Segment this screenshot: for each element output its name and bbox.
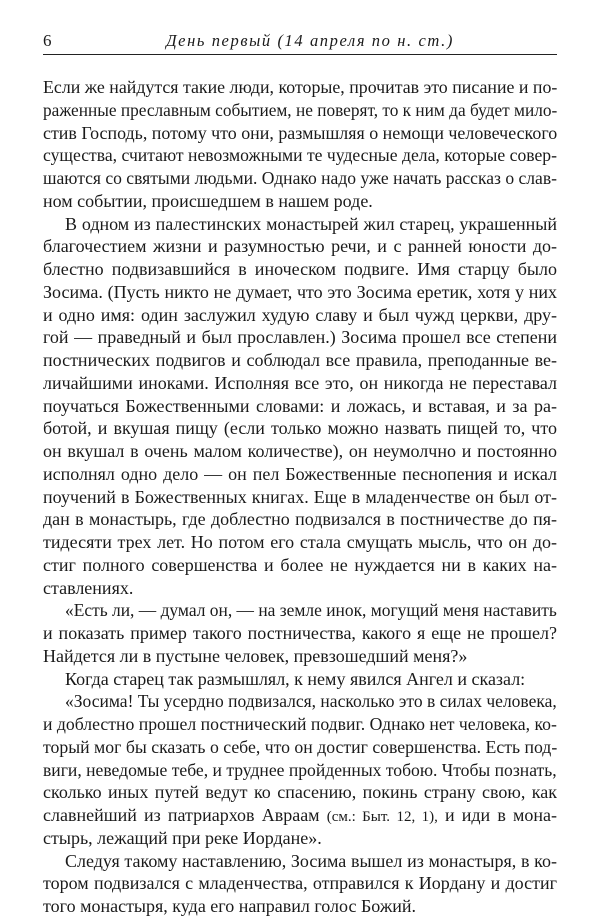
book-page	[43, 0, 558, 916]
text-line: он вкушал в очень малом количестве), он неумолчно и постоянно	[43, 441, 557, 461]
text-line: стиг полного совершенства и более не нуждается ни в каких на-	[43, 554, 557, 575]
text-line: раженные преславным событием, не поверят, то к ним да будет мило-	[43, 99, 558, 120]
body-text	[43, 76, 557, 918]
text-line: ботой, и вкушая пищу (если только можно назвать пищей то, что	[43, 418, 557, 439]
text-line: дан в монастырь, где доблестно подвизался в постничестве до пя-	[43, 509, 557, 530]
text-line: блестно подвизавшийся в иноческом подвиге. Имя старцу было	[43, 259, 557, 279]
text-line: благочестием жизни и разумностью речи, и с ранней юности до-	[43, 236, 557, 257]
text-line: славнейший из патриархов Авраам (см.: Быт. 12, 1), и иди в мона-	[43, 805, 557, 825]
text-line: стырь, лежащий при реке Иордане».	[43, 827, 322, 848]
bible-reference: (см.: Быт. 12, 1),	[326, 809, 438, 825]
page-header	[43, 30, 557, 55]
text-line: Когда старец так размышлял, к нему явился Ангел и сказал:	[65, 668, 526, 689]
text-line: гой — праведный и был прославлен.) Зосима прошел все степени	[43, 327, 557, 348]
text-line: ставлениях.	[43, 577, 134, 598]
text-line: шаются со святыми людьми. Однако надо уже начать рассказ о слав-	[43, 168, 557, 188]
text-line: поучаться Божественными словами: и ложась, и вставая, и за ра-	[43, 395, 557, 416]
text-line: и доблестно прошел постнический подвиг. Однако нет человека, ко-	[43, 714, 557, 734]
text-line: Следуя такому наставлению, Зосима вышел из монастыря, в ко-	[65, 850, 557, 871]
text-line: Если же найдутся такие люди, которые, прочитав это писание и по-	[43, 77, 558, 97]
text-line: исполнял одно дело — он пел Божественные песнопения и искал	[43, 463, 557, 484]
text-line: В одном из палестинских монастырей жил старец, украшенный	[65, 213, 557, 234]
text-line: того монастыря, куда его направил голос Божий.	[43, 896, 417, 916]
text-line: поучений в Божественных книгах. Еще в младенчестве он был от-	[43, 486, 557, 507]
running-title: День первый (14 апреля по н. ст.)	[166, 31, 454, 50]
text-line: стив Господь, потому что они, размышляя о немощи человеческого	[43, 122, 558, 143]
text-line: «Зосима! Ты усердно подвизался, насколько это в силах человека,	[65, 691, 557, 712]
text-line: тором подвизался с младенчества, отправился к Иордану и достиг	[43, 873, 557, 894]
text-line: личайшими иноками. Исполняя все это, он никогда не переставал	[43, 372, 557, 393]
page-number: 6	[43, 31, 52, 50]
text-line: тидесяти трех лет. Но потом его стала смущать мысль, что он до-	[43, 532, 557, 552]
text-line: виги, неведомые тебе, и труднее пройденных тобою. Чтобы познать,	[43, 759, 557, 780]
text-line: и показать пример такого постничества, какого я еще не прошел?	[43, 623, 557, 643]
text-line: постнических подвигов и соблюдал все правила, преподанные ве-	[43, 350, 557, 370]
text-line: торый мог бы сказать о себе, что он достиг совершенства. Есть под-	[43, 736, 558, 757]
text-line: сколько иных путей ведут ко спасению, покинь страну свою, как	[43, 782, 557, 803]
text-line: «Есть ли, — думал он, — на земле инок, могущий меня наставить	[65, 600, 557, 621]
text-line: Найдется ли в пустыне человек, превзошедший меня?»	[43, 645, 468, 666]
text-line: ном событии, происшедшем в нашем роде.	[43, 190, 373, 211]
text-line: существа, считают невозможными те чудесные дела, которые совер-	[43, 145, 557, 166]
text-line: и одно имя: один заслужил худую славу и был чужд церкви, дру-	[43, 304, 557, 325]
text-line: Зосима. (Пусть никто не думает, что это Зосима еретик, хотя у них	[43, 281, 557, 302]
